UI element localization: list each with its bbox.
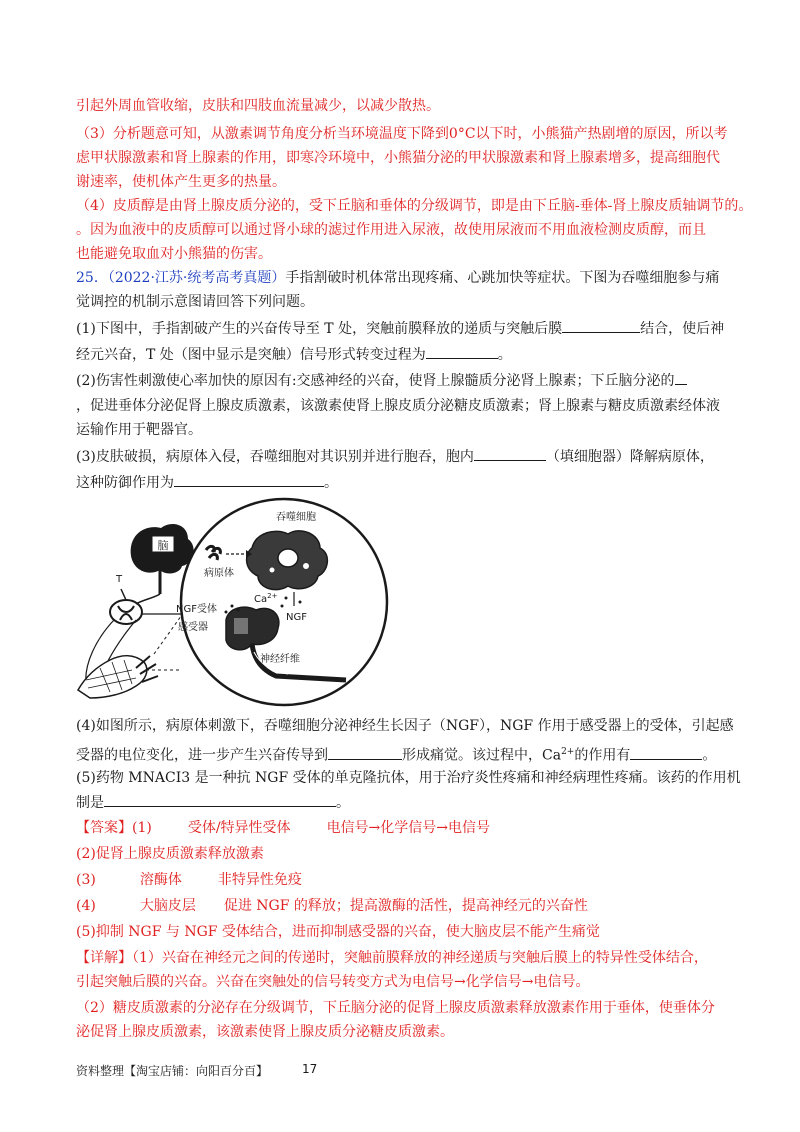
answer-value: 非特异性免疫 (217, 872, 302, 888)
sub-question-4 (76, 742, 726, 766)
q1-text: 结合，使后神 (640, 321, 725, 337)
answer-num: (4) (76, 898, 96, 914)
answer-line-4 (76, 896, 726, 916)
sub-question-2 (76, 370, 726, 391)
prev-answer-line: 也能避免取血对小熊猫的伤害。 (76, 246, 272, 262)
answer-num: (1) (132, 820, 152, 836)
q4-text: 形成痛觉。该过程中，Ca (402, 747, 562, 764)
q3-text: 这种防御作用为 (76, 475, 174, 491)
answer-blank (630, 745, 702, 760)
answer-blank (426, 344, 498, 359)
answer-value: 溶酶体 (139, 872, 182, 888)
answer-blank (562, 318, 640, 333)
calcium-label: $Ca^{2+}$ (254, 592, 278, 605)
question-stem: 觉调控的机制示意图请回答下列问题。 (76, 294, 314, 310)
answer-value: 电信号→化学信号→电信号 (326, 820, 491, 836)
sub-question-3 (76, 472, 726, 493)
brain-label: 脑 (157, 539, 169, 552)
q3-text: 。 (324, 475, 338, 491)
answer-blank (675, 370, 687, 385)
prev-answer-line: 引起外周血管收缩，皮肤和四肢血流量减少，以减少散热。 (76, 98, 440, 114)
question-source: （2022·江苏·统考高考真题） (107, 270, 286, 286)
answer-value: 促进 NGF 的释放；提高激酶的活性，提高神经元的兴奋性 (223, 898, 588, 914)
q4-text: 受器的电位变化，进一步产生兴奋传导到 (76, 747, 328, 764)
q1-text: (1)下图中，手指割破产生的兴奋传导至 T 处，突触前膜释放的递质与突触后膜 (76, 321, 563, 337)
footer-text: 资料整理【淘宝店铺：向阳百分百】 (76, 1064, 269, 1078)
q3-text: (3)皮肤破损，病原体入侵，吞噬细胞对其识别并进行胞吞，胞内 (76, 449, 474, 465)
sub-question-5: (5)药物 MNACI3 是一种抗 NGF 受体的单克隆抗体，用于治疗炎性疼痛和神经病理性疼痛。该药的作用机 (76, 770, 741, 786)
answer-blank (474, 446, 546, 461)
question-number: 25． (76, 270, 108, 286)
answer-blank (328, 745, 402, 760)
hand-icon (78, 656, 158, 698)
answer-line-1 (76, 818, 726, 838)
sub-question-1 (76, 318, 726, 339)
q4-text: 。 (702, 747, 717, 764)
answer-blank (174, 472, 324, 487)
prev-answer-line: （4）皮质醇是由肾上腺皮质分泌的，受下丘脑和垂体的分级调节，即是由下丘脑-垂体-肾上腺皮质轴调节的。 (76, 198, 753, 214)
sub-question-5 (76, 792, 726, 813)
detail-line: 泌促肾上腺皮质激素，该激素使肾上腺皮质分泌糖皮质激素。 (76, 1024, 454, 1040)
t-label: T (116, 574, 123, 585)
receptor-label: 感受器 (178, 622, 208, 633)
detail-line (76, 948, 726, 968)
q2-text: (2)伤害性刺激使心率加快的原因有:交感神经的兴奋，使肾上腺髓质分泌肾上腺素；下丘脑分泌的 (76, 373, 675, 389)
answer-blank (104, 792, 336, 807)
detail-text: （1）兴奋在神经元之间的传递时，突触前膜释放的神经递质与突触后膜上的特异性受体结合， (132, 950, 708, 966)
phagocyte-label: 吞噬细胞 (276, 512, 316, 523)
spinal-cord-icon (110, 574, 186, 624)
nerve-fiber-label: 神经纤维 (260, 654, 300, 665)
answer-line-3 (76, 870, 726, 890)
sub-question-3 (76, 446, 726, 467)
answer-line-2: (2)促肾上腺皮质激素释放激素 (76, 846, 264, 862)
pathogen-label: 病原体 (204, 568, 234, 579)
answer-num: (3) (76, 872, 96, 888)
q3-text: （填细胞器）降解病原体， (545, 449, 714, 465)
prev-answer-line: （3）分析题意可知，从激素调节角度分析当环境温度下降到0°C以下时，小熊猫产热剧增的原因，所以考 (76, 126, 728, 142)
q5-text: 制是 (76, 795, 104, 811)
prev-answer-line: 谢速率，使机体产生更多的热量。 (76, 174, 286, 190)
q1-text: 。 (497, 347, 512, 363)
sub-question-1 (76, 344, 726, 365)
q4-text: 的作用有 (574, 747, 631, 764)
page-number: 17 (302, 1062, 318, 1076)
ngf-label: NGF (286, 612, 307, 623)
detail-label: 【详解】 (76, 950, 132, 966)
question-stem-text: 手指割破时机体常出现疼痛、心跳加快等症状。下图为吞噬细胞参与痛 (285, 270, 720, 286)
answer-value: 大脑皮层 (139, 898, 196, 914)
answer-value: 受体/特异性受体 (187, 820, 291, 836)
prev-answer-line: 。因为血液中的皮质醇可以通过肾小球的滤过作用进入尿液，故使用尿液而不用血液检测皮质醇，而且 (76, 222, 706, 238)
detail-line: 引起突触后膜的兴奋。兴奋在突触处的信号转变方式为电信号→化学信号→电信号。 (76, 974, 590, 990)
sub-question-4: (4)如图所示，病原体刺激下，吞噬细胞分泌神经生长因子（NGF），NGF 作用于感受器上的受体，引起感 (76, 718, 734, 734)
detail-line: （2）糖皮质激素的分泌存在分级调节，下丘脑分泌的促肾上腺皮质激素释放激素作用于垂体，使垂体分 (76, 1000, 715, 1016)
question-stem (76, 268, 726, 288)
ngf-receptor-label: NGF受体 (176, 604, 217, 615)
sub-question-2: ，促进垂体分泌促肾上腺皮质激素，该激素使肾上腺皮质分泌糖皮质激素；肾上腺素与糖皮质激素经体液 (76, 398, 720, 414)
answer-label: 【答案】 (76, 820, 132, 836)
pain-mechanism-figure (76, 494, 496, 709)
sub-question-2: 运输作用于靶器官。 (76, 422, 202, 438)
q4-superscript: 2+ (561, 747, 575, 757)
answer-line-5: (5)抑制 NGF 与 NGF 受体结合，进而抑制感受器的兴奋，使大脑皮层不能产生痛觉 (76, 924, 600, 940)
q1-text: 经元兴奋，T 处（图中显示是突触）信号形式转变过程为 (76, 347, 426, 363)
q5-text: 。 (336, 795, 350, 811)
prev-answer-line: 虑甲状腺激素和肾上腺素的作用，即寒冷环境中，小熊猫分泌的甲状腺激素和肾上腺素增多，提高细胞代 (76, 150, 720, 166)
